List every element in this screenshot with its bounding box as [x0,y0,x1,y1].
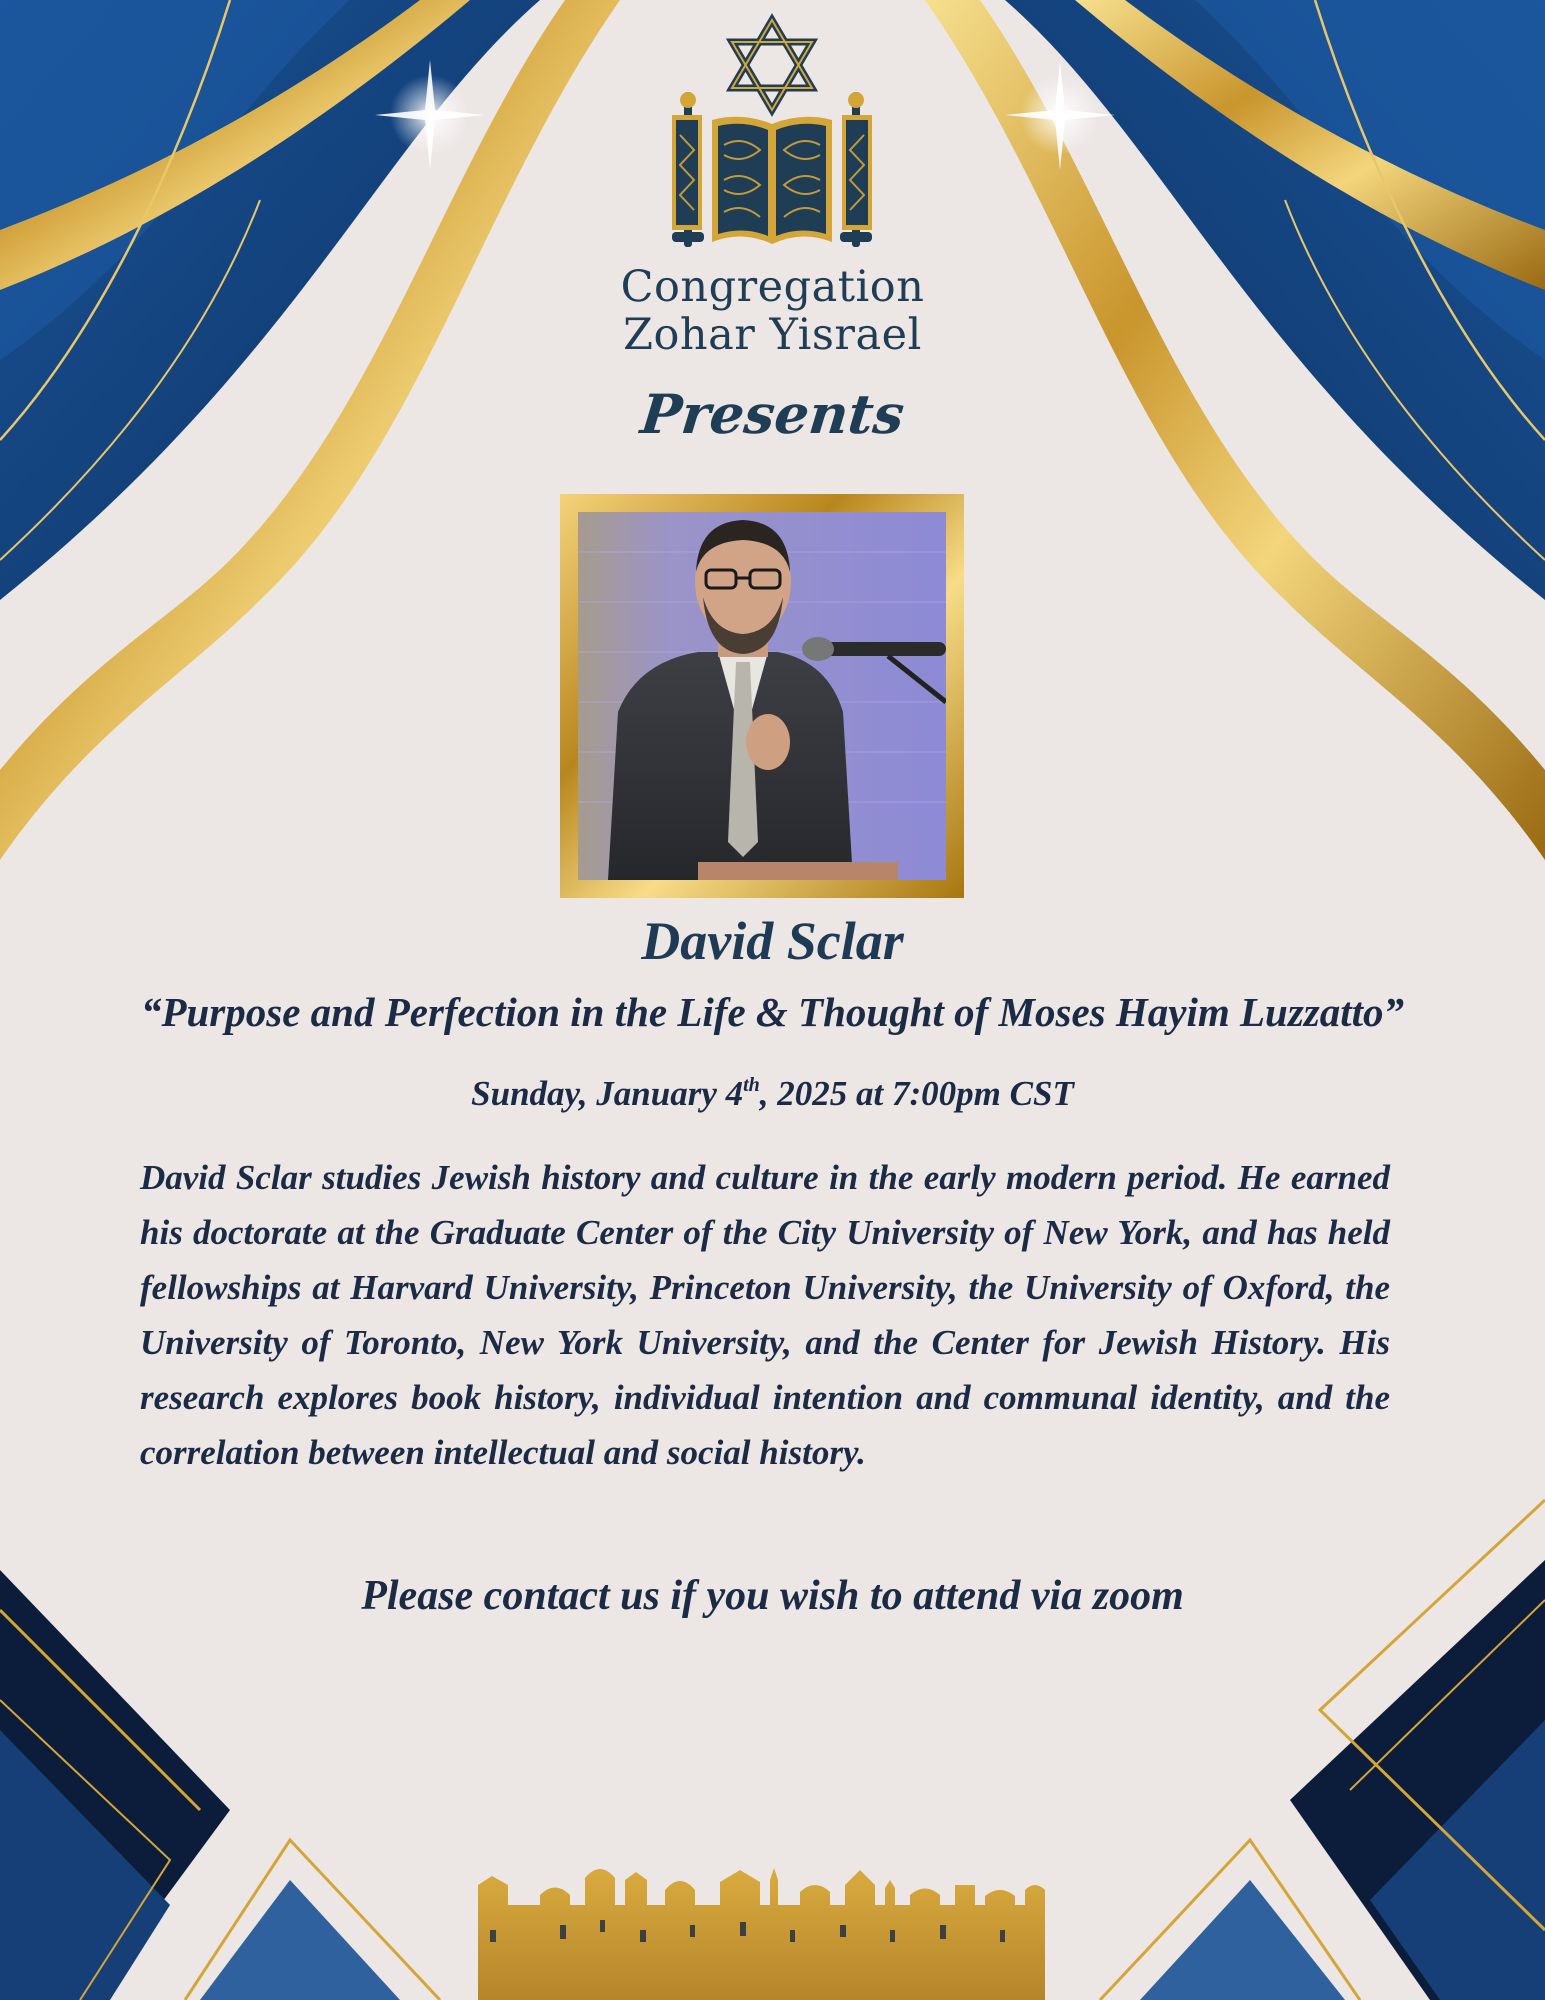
bottom-right-blue-triangle [1140,1880,1345,2000]
event-date-time: , 2025 at 7:00pm CST [759,1074,1074,1113]
presents-heading: Presents [637,382,908,446]
speaker-bio: David Sclar studies Jewish history and culture in the early modern period. He earned his doctorate at the Graduate Center of the City University of New York, and has held fellowships at Harvard University, Princeton University, the University of Oxford, the University of Toronto, New York University, and the Center for Jewish History. His research explores book history, individual intention and communal identity, and the correlation between intellectual and social history. [140,1158,1390,1472]
event-date-ordinal: th [743,1074,760,1096]
event-date-main: Sunday, January 4 [471,1074,744,1113]
jerusalem-skyline-icon [478,1868,1045,2000]
speaker-photo-frame [560,494,964,898]
bottom-left-blue-triangle [200,1880,400,2000]
torah-scroll-star-of-david-icon [672,20,872,247]
speaker-photo [578,512,946,880]
speaker-name: David Sclar [641,911,904,971]
event-date [0,1074,1545,1114]
organization-name-line1: Congregation [620,262,925,312]
zoom-contact-note: Please contact us if you wish to attend via zoom [361,1573,1184,1619]
organization-name-line2: Zohar Yisrael [623,310,922,360]
talk-title: “Purpose and Perfection in the Life & Thought of Moses Hayim Luzzatto” [140,989,1405,1035]
